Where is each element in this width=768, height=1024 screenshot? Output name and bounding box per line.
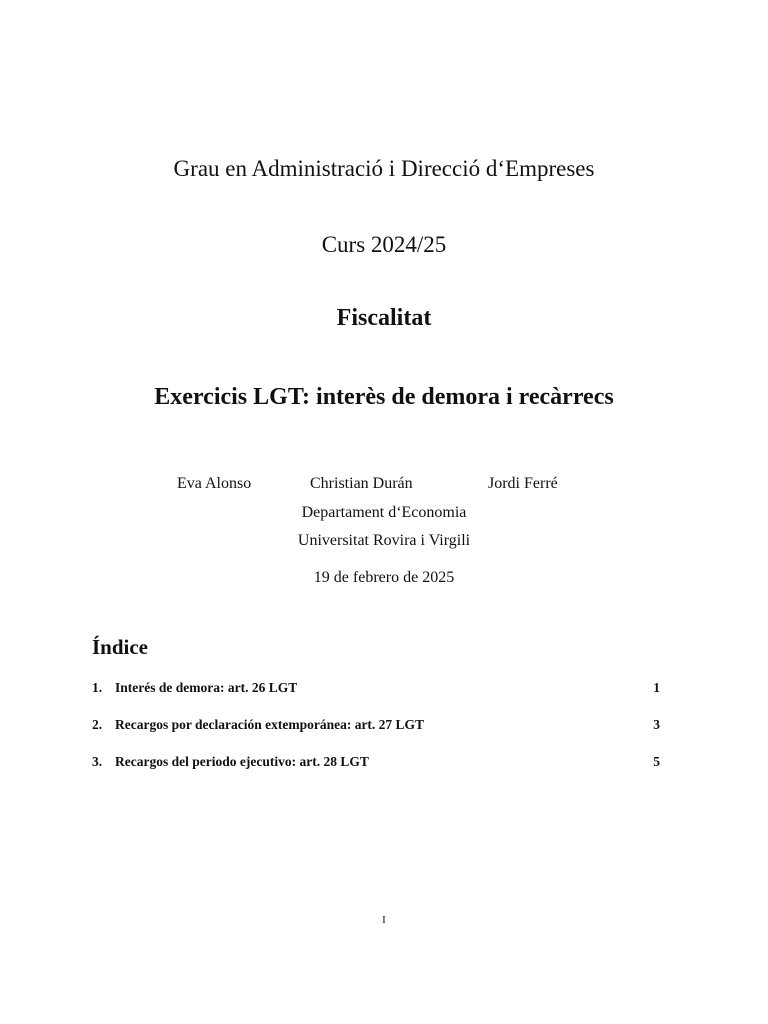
- author-list: [0, 475, 768, 497]
- toc-entry-link[interactable]: Recargos por declaración extemporánea: art. 27 LGT: [115, 717, 425, 732]
- toc-heading: Índice: [92, 635, 149, 659]
- toc-entry-link[interactable]: Recargos del periodo ejecutivo: art. 28 LGT: [115, 754, 369, 769]
- department: Departament d‘Economia: [301, 504, 467, 521]
- toc-entry[interactable]: [92, 716, 660, 753]
- toc-entry[interactable]: [92, 753, 660, 790]
- author-name: Eva Alonso: [177, 475, 252, 492]
- degree-name: Grau en Administració i Direcció d‘Empreses: [173, 156, 595, 181]
- toc-entry-page[interactable]: 1: [653, 680, 660, 695]
- course-year: Curs 2024/25: [321, 232, 447, 257]
- author-name: Christian Durán: [310, 475, 413, 492]
- toc-entry-number: 1.: [92, 680, 103, 695]
- university: Universitat Rovira i Virgili: [297, 532, 471, 549]
- page-number: I: [382, 914, 386, 926]
- subject-name: Fiscalitat: [336, 305, 432, 331]
- author-name: Jordi Ferré: [488, 475, 558, 492]
- toc-entry-number: 2.: [92, 717, 103, 732]
- document-title: Exercicis LGT: interès de demora i recàrrecs: [154, 384, 614, 410]
- toc-entry[interactable]: [92, 679, 660, 716]
- toc-entry-number: 3.: [92, 754, 103, 769]
- toc-entry-link[interactable]: Interés de demora: art. 26 LGT: [115, 680, 298, 695]
- toc-entry-page[interactable]: 3: [653, 717, 660, 732]
- toc-entry-page[interactable]: 5: [653, 754, 660, 769]
- document-date: 19 de febrero de 2025: [313, 569, 455, 586]
- table-of-contents: [92, 679, 660, 790]
